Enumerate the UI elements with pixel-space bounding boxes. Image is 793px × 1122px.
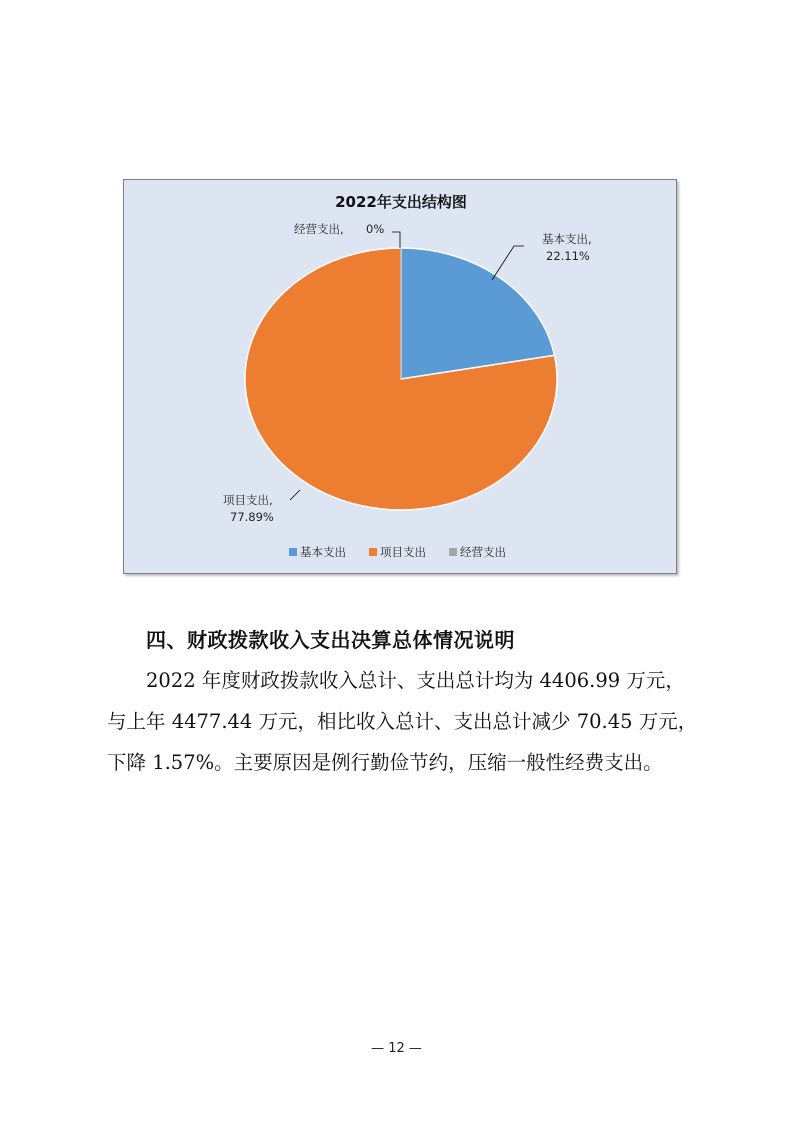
legend-swatch-basic xyxy=(289,548,297,556)
chart-title: 2022年支出结构图 xyxy=(335,193,467,211)
slice-label-operating-value: 0% xyxy=(366,222,385,236)
leader-line-project xyxy=(290,490,300,500)
legend-swatch-project xyxy=(369,548,377,556)
leader-line-operating xyxy=(392,232,400,248)
slice-label-basic xyxy=(542,232,592,263)
paragraph-line: 与上年 4477.44 万元，相比收入总计、支出总计减少 70.45 万元， xyxy=(107,710,698,733)
slice-label-operating-name: 经营支出, xyxy=(294,222,344,236)
slice-label-project xyxy=(223,493,274,524)
body-paragraph xyxy=(107,660,697,783)
legend-swatch-operating xyxy=(449,548,457,556)
legend-label-operating: 经营支出 xyxy=(460,545,506,559)
slice-label-basic-value: 22.11% xyxy=(546,249,590,263)
pie-chart xyxy=(123,179,677,574)
slice-label-project-value: 77.89% xyxy=(230,510,274,524)
pie-chart-svg xyxy=(124,180,678,575)
slice-label-basic-name: 基本支出, xyxy=(542,232,592,246)
chart-legend xyxy=(289,545,506,559)
page-number: — 12 — xyxy=(371,1041,422,1056)
pie-slices xyxy=(245,248,557,510)
paragraph-line: 下降 1.57%。主要原因是例行勤俭节约，压缩一般性经费支出。 xyxy=(107,751,663,774)
section-heading: 四、财政拨款收入支出决算总体情况说明 xyxy=(146,628,515,652)
legend-label-basic: 基本支出 xyxy=(300,545,346,559)
legend-label-project: 项目支出 xyxy=(380,545,426,559)
paragraph-line: 2022 年度财政拨款收入总计、支出总计均为 4406.99 万元， xyxy=(146,669,685,692)
slice-label-project-name: 项目支出, xyxy=(223,493,273,507)
slice-label-operating xyxy=(294,222,384,236)
